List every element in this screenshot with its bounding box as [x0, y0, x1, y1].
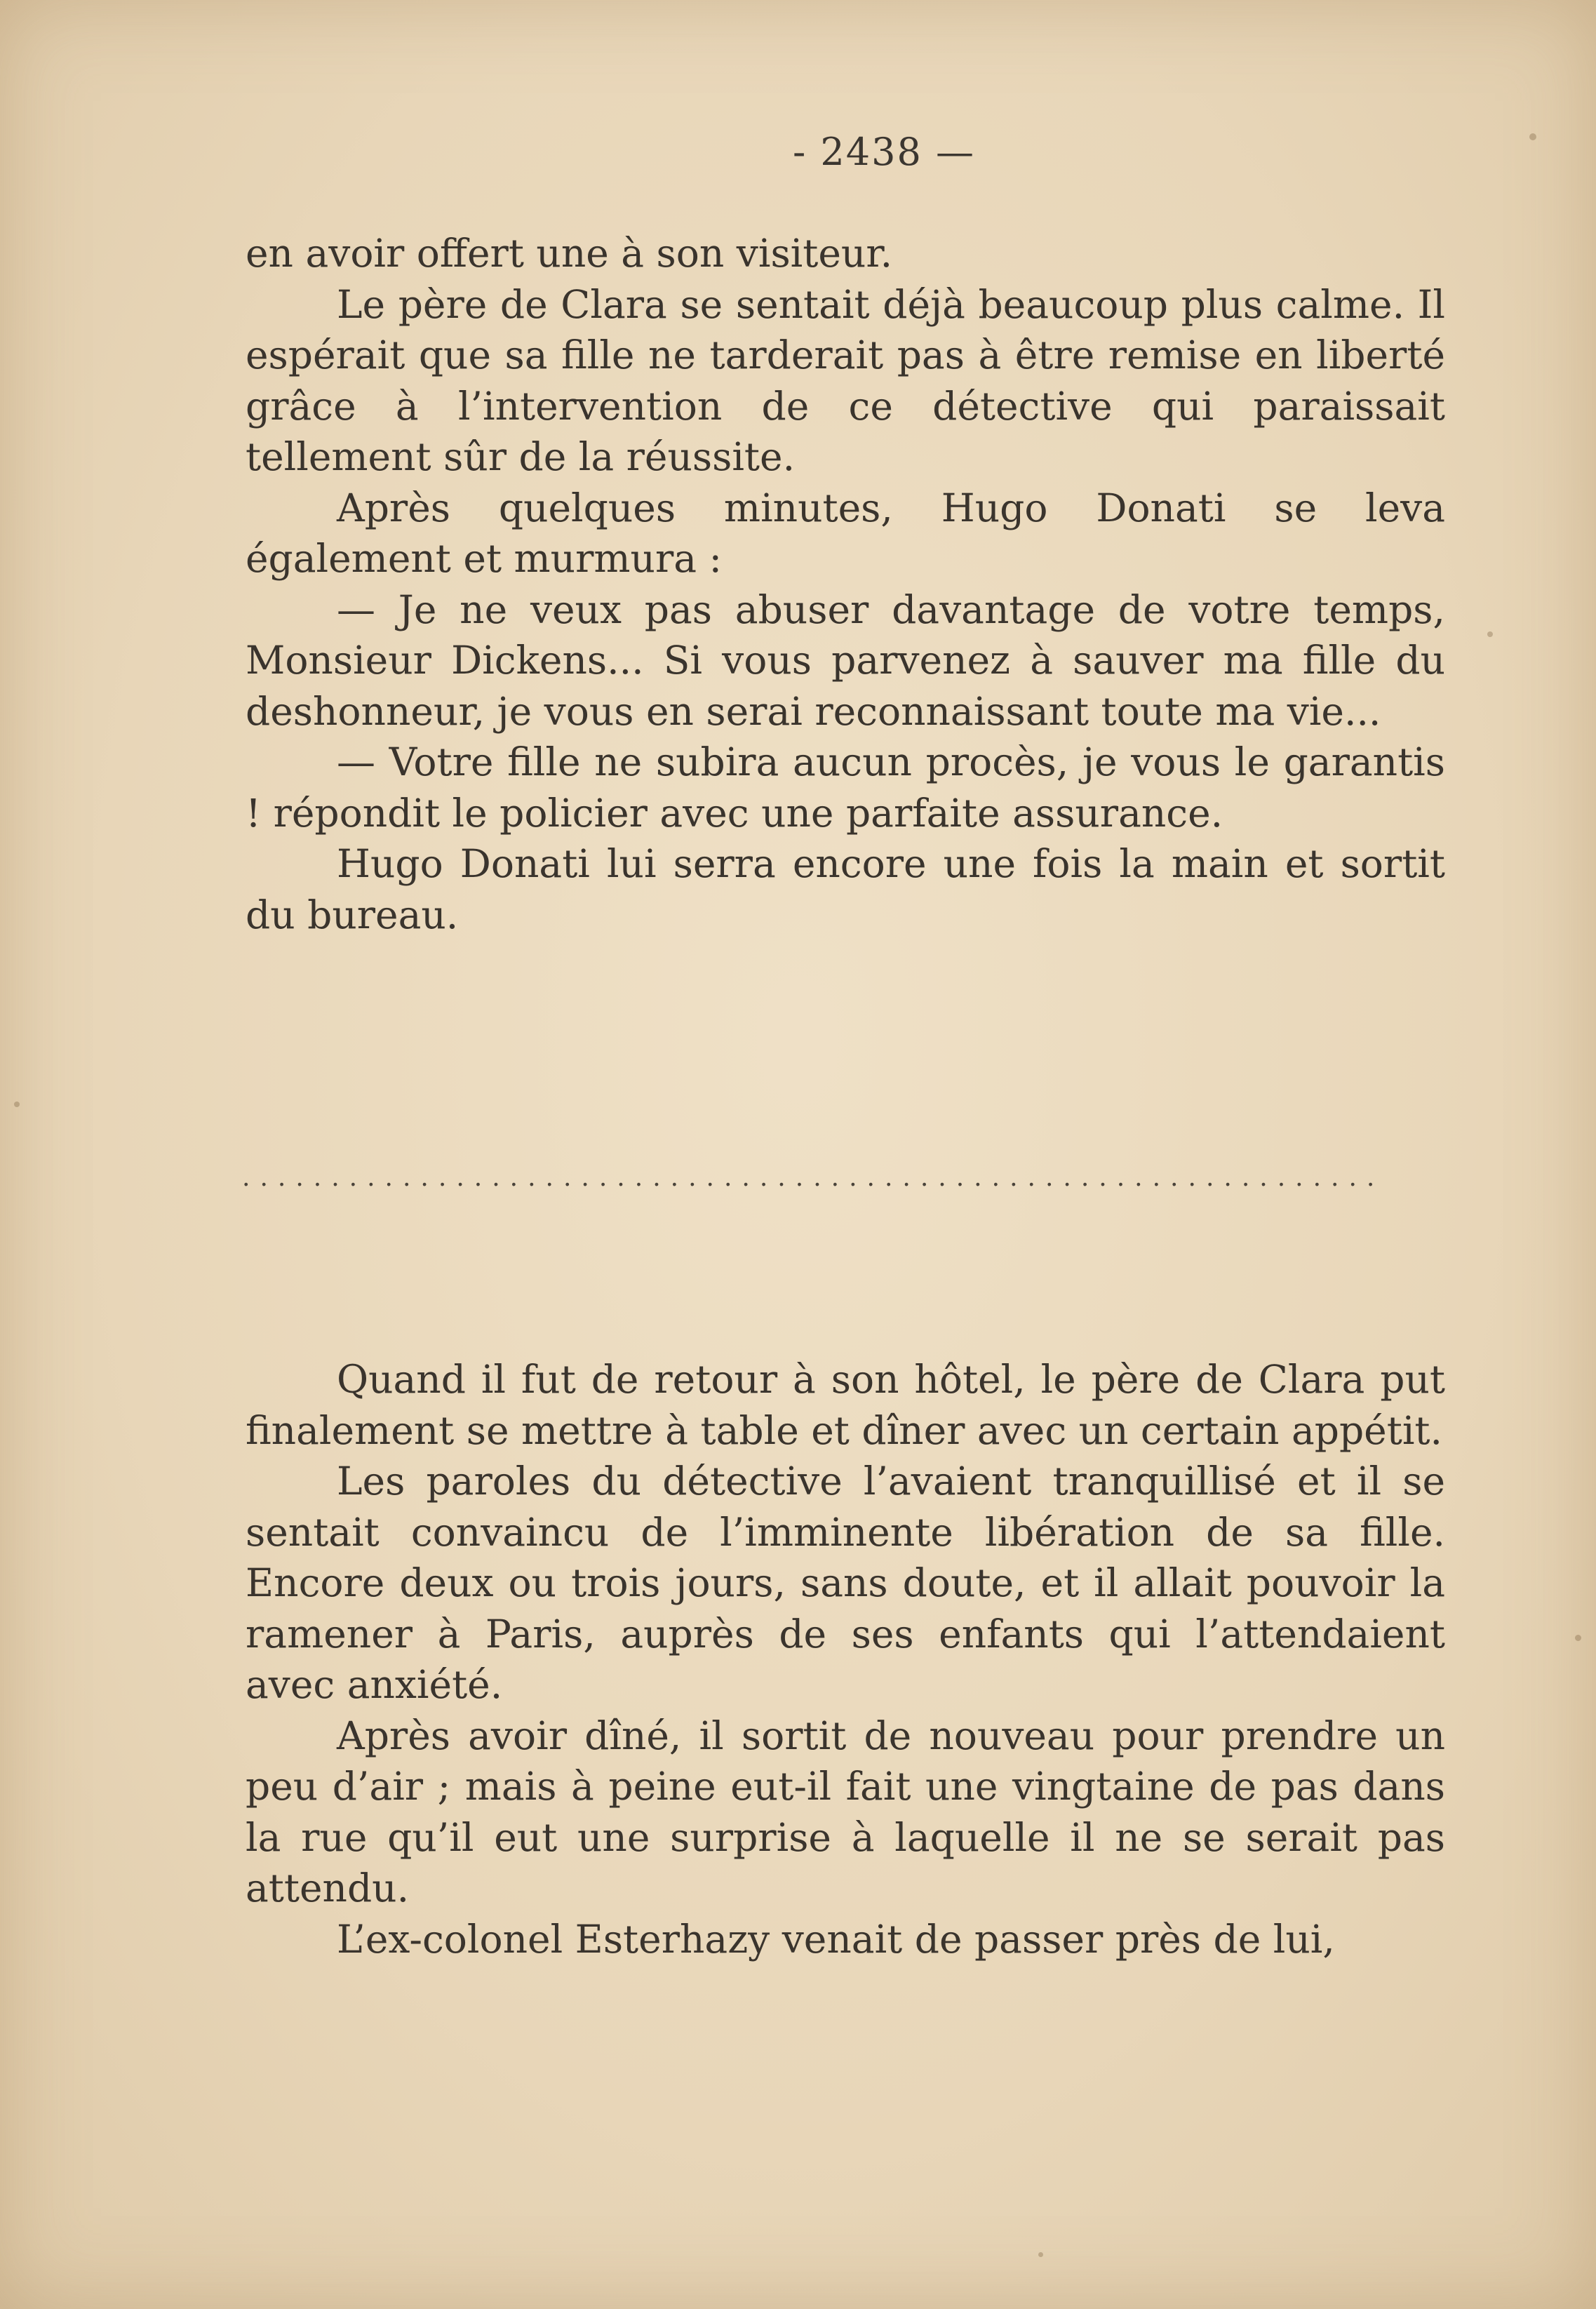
text-block-bottom: [246, 1354, 1445, 1965]
paper-speck: [1575, 1635, 1581, 1641]
paragraph: Le père de Clara se sentait déjà beaucoup plus calme. Il espérait que sa fille ne tarderait pas à être remise en liberté grâce à l’intervention de ce détective qui paraissait tellement sûr de la réussite.: [246, 281, 1445, 479]
paragraph: L’ex-colonel Esterhazy venait de passer près de lui,: [337, 1916, 1335, 1962]
paragraph: Après avoir dîné, il sortit de nouveau pour prendre un peu d’air ; mais à peine eut-il fait une vingtaine de pas dans la rue qu’il eut une surprise à laquelle il ne se serait pas attendu.: [246, 1713, 1445, 1910]
paper-speck: [14, 1102, 20, 1107]
paragraph: Quand il fut de retour à son hôtel, le père de Clara put finalement se mettre à table et dîner avec un certain appétit.: [246, 1357, 1445, 1453]
dotted-separator: ................................................................: [242, 1163, 1385, 1189]
paragraph: Les paroles du détective l’avaient tranquillisé et il se sentait convaincu de l’imminente libération de sa fille. Encore deux ou trois jours, sans doute, et il allait pouvoir la ramener à Paris, auprès de ses enfants qui l’attendaient avec anxiété.: [246, 1459, 1445, 1707]
paper-speck: [1038, 2252, 1043, 2257]
paragraph: — Je ne veux pas abuser davantage de votre temps, Monsieur Dickens... Si vous parvenez à sauver ma fille du deshonneur, je vous en serai reconnaissant toute ma vie...: [246, 587, 1445, 734]
paper-speck: [1487, 631, 1493, 637]
text-block-top: [246, 228, 1445, 940]
paragraph: Hugo Donati lui serra encore une fois la main et sortit du bureau.: [246, 841, 1445, 937]
paragraph: Après quelques minutes, Hugo Donati se leva également et murmura :: [246, 485, 1445, 581]
paragraph: — Votre fille ne subira aucun procès, je vous le garantis ! répondit le policier avec une parfaite assurance.: [246, 739, 1445, 836]
paper-speck: [1529, 133, 1536, 140]
paragraph: en avoir offert une à son visiteur.: [246, 231, 893, 276]
page-number: - 2438 —: [793, 130, 976, 174]
